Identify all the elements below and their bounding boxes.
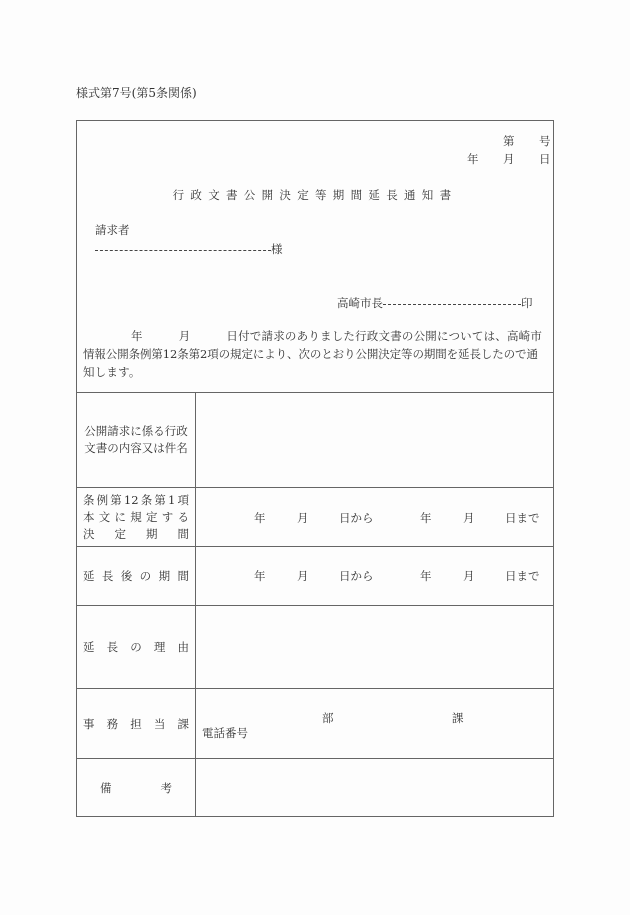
from-year: 年 [254,511,266,525]
document-content-field[interactable] [196,393,553,487]
label-line: 事 務 担 当 課 [83,716,189,731]
extension-reason-field[interactable] [196,606,553,688]
from-month: 月 [297,511,309,525]
document-title: 行政文書公開決定等期間延長通知書 [172,188,458,202]
body-line1: 日付で請求のありました行政文書の公開については、高崎市 [226,329,543,343]
body-year: 年 [131,329,143,343]
issuer-label: 高崎市長 [337,296,383,310]
label-line: 本 文 に 規 定 す る [83,509,189,524]
label-line: 延 長 の 理 由 [83,640,189,654]
requester-name-field[interactable] [95,249,271,251]
number-go: 号 [539,134,551,148]
label-responsible-section [77,689,195,758]
date-day: 日 [539,152,551,166]
decision-period-field[interactable] [196,488,553,546]
notice-form [76,120,554,817]
remarks-field[interactable] [196,759,553,817]
body-month: 月 [178,329,191,343]
to-year: 年 [420,511,432,525]
from-year: 年 [254,569,266,583]
to-year: 年 [420,569,432,583]
phone-label: 電話番号 [202,726,248,740]
date-year: 年 [467,152,479,166]
requester-label: 請求者 [95,223,130,237]
label-document-content [77,393,195,487]
body-line3: 知します。 [83,365,141,379]
body-line2: 情報公開条例第12条第2項の規定により、次のとおり公開決定等の期間を延長したので通 [83,347,538,361]
label-line: 延 長 後 の 期 間 [83,569,189,583]
label-line: 決 定 期 間 [83,526,189,541]
extended-period-field[interactable] [196,547,553,605]
issuer-name-field[interactable] [383,303,521,305]
label-line: 条 例 第 12 条 第 1 項 [83,492,189,507]
requester-line [95,241,283,257]
to-month: 月 [463,569,475,583]
label-extended-period [77,547,195,605]
responsible-section-field[interactable] [196,689,553,758]
department-label: 部 [322,711,334,725]
form-number: 様式第7号(第5条関係) [76,86,197,100]
from-day: 日から [339,511,374,525]
seal-mark: 印 [521,296,533,310]
label-line: 公開請求に係る行政 [84,424,188,438]
label-remarks [77,759,195,817]
number-dai: 第 [503,134,515,148]
requester-honorific: 様 [271,242,283,256]
from-month: 月 [297,569,309,583]
from-day: 日から [339,569,374,583]
to-day: 日まで [505,511,540,525]
label-line: 備 考 [100,781,172,795]
section-label: 課 [452,711,464,725]
notice-paragraph [83,327,547,381]
issuer-line [337,295,533,311]
label-line: 文書の内容又は件名 [84,441,188,455]
to-month: 月 [463,511,475,525]
label-extension-reason [77,606,195,688]
date-month: 月 [503,152,515,166]
label-decision-period [77,488,195,546]
to-day: 日まで [505,569,540,583]
